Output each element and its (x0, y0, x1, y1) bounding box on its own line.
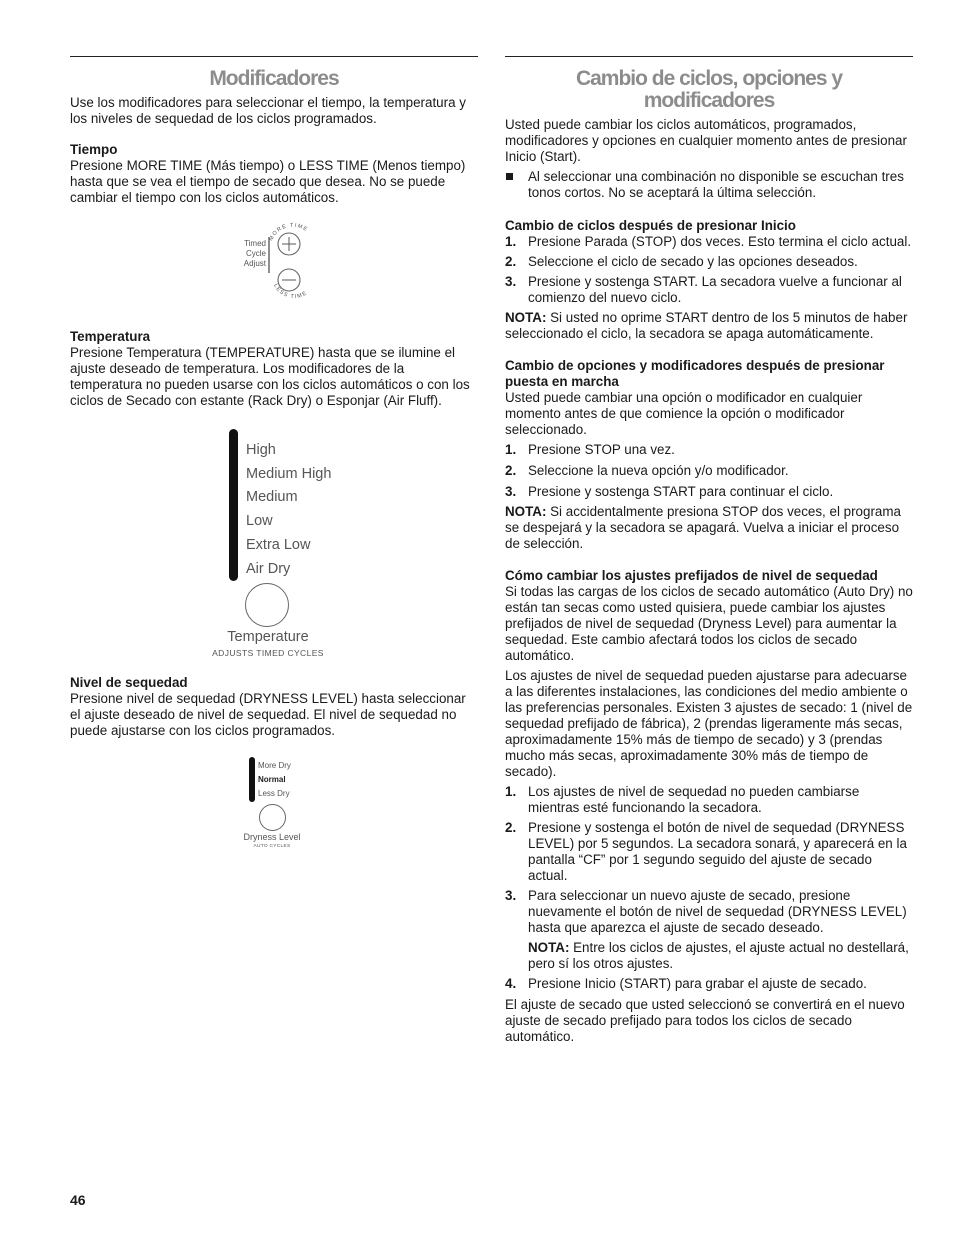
bullet-item (505, 169, 913, 201)
tiempo-text: Presione MORE TIME (Más tiempo) o LESS TIME (Menos tiempo) hasta que se vea el tiempo de secado que desea. No se puede cambiar el tiempo con los ciclos automáticos. (70, 158, 466, 205)
note-2: NOTA: Si accidentalmente presiona STOP dos veces, el programa se despejará y la secadora se apagará. Vuelva a iniciar el proceso de selección. (505, 504, 901, 551)
list-item: 2. Seleccione el ciclo de secado y las opciones deseados. (505, 254, 858, 269)
sub-note: NOTA: Entre los ciclos de ajustes, el ajuste actual no destellará, pero sí los otros ajustes. (528, 940, 909, 971)
ajustes-steps (505, 784, 913, 992)
dryness-options (258, 759, 291, 801)
dryness-option-less-dry: Less Dry (258, 789, 290, 798)
list-item: 3. Presione y sostenga START. La secadora vuelve a funcionar al comienzo del nuevo ciclo. (505, 274, 902, 305)
cambio-opciones-intro: Usted puede cambiar una opción o modificador en cualquier momento antes de que comience la opción o modificador seleccionado. (505, 390, 863, 437)
cambio-ciclos-steps (505, 234, 913, 306)
more-time-button[interactable] (278, 233, 300, 255)
temp-option-high: High (246, 442, 276, 458)
temp-option-low: Low (246, 513, 273, 530)
temp-option-air-dry: Air Dry (246, 560, 291, 577)
cycle-label: Cycle (245, 249, 266, 258)
temperature-options (246, 439, 331, 581)
bullet-square-icon (506, 173, 513, 180)
list-item: 1. Presione Parada (STOP) dos veces. Esto termina el ciclo actual. (505, 234, 912, 249)
ajustes-closing: El ajuste de secado que usted seleccionó se convertirá en el nuevo ajuste de secado prefijado para todos los ciclos de secado automático. (505, 997, 905, 1044)
dryness-level-label: Dryness Level (243, 832, 301, 842)
temperature-button-label: Temperature (227, 629, 309, 645)
temperature-button[interactable] (245, 583, 289, 627)
less-time-button[interactable] (278, 269, 300, 291)
left-column (70, 56, 478, 851)
adjust-label: Adjust (243, 259, 266, 268)
heading-cambio-ciclos: Cambio de ciclos después de presionar Inicio (505, 218, 796, 233)
list-item: 1. Los ajustes de nivel de sequedad no pueden cambiarse mientras esté funcionando la secadora. (505, 784, 860, 815)
list-item: 3. Para seleccionar un nuevo ajuste de secado, presione nuevamente el botón de nivel de sequedad (DRYNESS LEVEL) hasta que aparezca el ajuste de secado deseado. NOTA: Entre los ciclos de ajustes, el ajuste actual no destellará, pero sí los otros ajustes. (505, 888, 913, 972)
top-rule (505, 56, 913, 57)
list-item: 2. Seleccione la nueva opción y/o modificador. (505, 463, 789, 478)
timed-cycle-adjust-figure (70, 219, 478, 309)
section-title-modificadores: Modificadores (209, 67, 339, 90)
nivel-sequedad-text: Presione nivel de sequedad (DRYNESS LEVEL) hasta seleccionar el ajuste deseado de nivel de sequedad. El nivel de sequedad no puede ajustarse con los ciclos programados. (70, 691, 466, 738)
bullet-text: Al seleccionar una combinación no disponible se escuchan tres tonos cortos. No se aceptará la última selección. (528, 169, 904, 200)
list-item: 1. Presione STOP una vez. (505, 442, 675, 457)
dryness-option-normal: Normal (258, 775, 286, 784)
more-time-label: MORE TIME (268, 222, 310, 242)
note-1: NOTA: Si usted no oprime START dentro de los 5 minutos de haber seleccionado el ciclo, la secadora se apaga automáticamente. (505, 310, 908, 341)
temperatura-text: Presione Temperatura (TEMPERATURE) hasta que se ilumine el ajuste deseado de temperatura. Los modificadores de la temperatura no pueden usarse con los ciclos automáticos o con los ciclos de Secado con estante (Rack Dry) o Esponjar (Air Fluff). (70, 345, 470, 408)
list-item: 4. Presione Inicio (START) para grabar el ajuste de secado. (505, 976, 867, 991)
intro-text: Use los modificadores para seleccionar el tiempo, la temperatura y los niveles de sequedad de los ciclos programados. (70, 95, 466, 126)
right-column (505, 56, 913, 1045)
heading-tiempo: Tiempo (70, 142, 118, 157)
dryness-option-more-dry: More Dry (258, 761, 291, 770)
top-rule (70, 56, 478, 57)
ajustes-p2: Los ajustes de nivel de sequedad pueden ajustarse para adecuarse a las diferentes instalaciones, las condiciones del medio ambiente o las preferencias personales. Existen 3 ajustes de secado: 1 (nivel de sequedad prefijado de fábrica), 2 (prendas ligeramente más secas, aproximadamente 15% más de tiempo de secado) y 3 (prendas mucho más secas, aproximadamente 30% más de tiempo de secado). (505, 668, 913, 779)
temp-option-medium: Medium (246, 489, 298, 506)
less-time-label: LESS TIME (272, 283, 309, 301)
section-title-cambio (505, 68, 913, 112)
heading-temperatura: Temperatura (70, 329, 151, 344)
title-line-1: Cambio de ciclos, opciones y (575, 67, 843, 90)
page-number: 46 (70, 1192, 86, 1208)
temp-option-medium-high: Medium High (246, 465, 332, 482)
heading-nivel-sequedad: Nivel de sequedad (70, 675, 188, 690)
cambio-intro: Usted puede cambiar los ciclos automáticos, programados, modificadores y opciones en cualquier momento antes de presionar Inicio (Start). (505, 117, 907, 164)
dryness-level-figure (70, 751, 478, 851)
cambio-opciones-steps (505, 442, 913, 500)
title-line-2: modificadores (643, 89, 775, 112)
heading-cambio-opciones: Cambio de opciones y modificadores después de presionar puesta en marcha (505, 358, 885, 389)
timed-label: Timed (244, 239, 266, 248)
temperature-button-sublabel: ADJUSTS TIMED CYCLES (212, 648, 324, 658)
ajustes-p1: Si todas las cargas de los ciclos de secado automático (Auto Dry) no están tan secas como usted quisiera, puede cambiar los ajustes prefijados de nivel de sequedad (Dryness Level) para aumentar la sequedad. Este cambio afectará todos los ciclos de secado automático. (505, 584, 913, 663)
dryness-level-sublabel: AUTO CYCLES (253, 844, 291, 849)
temp-option-extra-low: Extra Low (246, 536, 311, 553)
heading-ajustes-prefijados: Cómo cambiar los ajustes prefijados de nivel de sequedad (505, 568, 878, 583)
timed-cycle-adjust-diagram (70, 219, 478, 309)
dryness-level-button[interactable] (259, 804, 286, 831)
temperature-figure (70, 423, 478, 659)
dryness-indicator-bar (249, 757, 255, 802)
list-item: 3. Presione y sostenga START para continuar el ciclo. (505, 484, 834, 499)
list-item: 2. Presione y sostenga el botón de nivel de sequedad (DRYNESS LEVEL) por 5 segundos. La secadora sonará, y aparecerá en la pantalla “CF” por 1 segundo seguido del ajuste de secado actual. (505, 820, 907, 883)
temperature-indicator-bar (229, 429, 238, 581)
